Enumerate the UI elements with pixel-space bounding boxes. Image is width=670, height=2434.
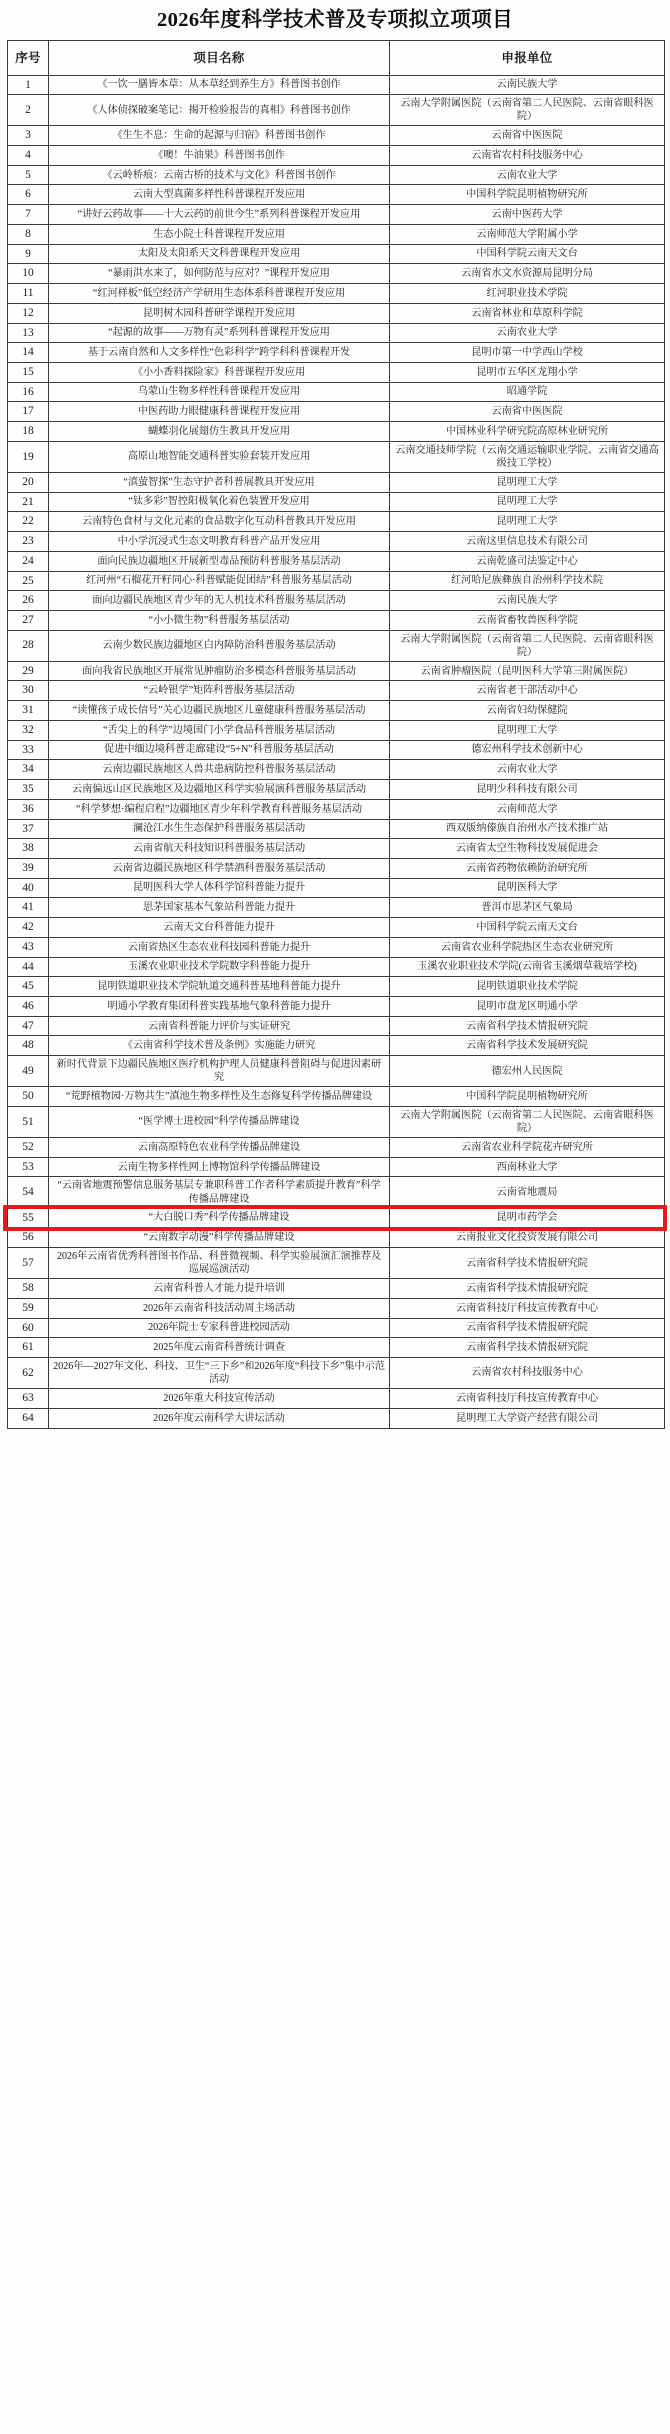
cell-project-name: 《人体侦探破案笔记：揭开检验报告的真相》科普图书创作 xyxy=(49,95,390,126)
cell-seq: 28 xyxy=(8,630,49,661)
cell-project-name: 《生生不息：生命的起源与归宿》科普图书创作 xyxy=(49,126,390,146)
cell-seq: 44 xyxy=(8,957,49,977)
table-row xyxy=(8,898,665,918)
cell-applicant-unit: 云南报业文化投资发展有限公司 xyxy=(390,1228,665,1248)
table-row xyxy=(8,1106,665,1137)
table-row xyxy=(8,858,665,878)
table-row xyxy=(8,1228,665,1248)
cell-applicant-unit: 云南省地震局 xyxy=(390,1177,665,1208)
page-title: 2026年度科学技术普及专项拟立项项目 xyxy=(156,9,514,31)
cell-project-name: “荒野植物园·万物共生”滇池生物多样性及生态修复科学传播品牌建设 xyxy=(49,1087,390,1107)
cell-seq: 30 xyxy=(8,681,49,701)
cell-applicant-unit: 昆明少科科技有限公司 xyxy=(390,780,665,800)
cell-project-name: 云南特色食材与文化元素的食品数字化互动科普教具开发应用 xyxy=(49,512,390,532)
cell-project-name: 云南省科普人才能力提升培训 xyxy=(49,1279,390,1299)
cell-project-name: 2026年—2027年文化、科技、卫生“三下乡”和2026年度“科技下乡”集中示范活动 xyxy=(49,1357,390,1388)
cell-project-name: “讲好云药故事——十大云药的前世今生”系列科普课程开发应用 xyxy=(49,205,390,225)
cell-seq: 38 xyxy=(8,839,49,859)
cell-seq: 13 xyxy=(8,323,49,343)
table-row xyxy=(8,126,665,146)
cell-project-name: “暴雨洪水来了，如何防范与应对？”课程开发应用 xyxy=(49,264,390,284)
cell-project-name: 云南省航天科技知识科普服务基层活动 xyxy=(49,839,390,859)
table-row xyxy=(8,740,665,760)
cell-applicant-unit: 中国科学院云南天文台 xyxy=(390,918,665,938)
cell-seq: 41 xyxy=(8,898,49,918)
cell-applicant-unit: 云南省科学技术情报研究院 xyxy=(390,1338,665,1358)
table-row xyxy=(8,146,665,166)
cell-project-name: “滇萤智探”生态守护者科普展教具开发应用 xyxy=(49,472,390,492)
table-row xyxy=(8,701,665,721)
cell-project-name: 云南省边疆民族地区科学禁酒科普服务基层活动 xyxy=(49,858,390,878)
table-row xyxy=(8,1177,665,1208)
cell-applicant-unit: 云南省科学技术发展研究院 xyxy=(390,1036,665,1056)
cell-applicant-unit: 昆明市药学会 xyxy=(390,1208,665,1228)
cell-seq: 37 xyxy=(8,819,49,839)
cell-seq: 10 xyxy=(8,264,49,284)
cell-seq: 25 xyxy=(8,571,49,591)
table-row xyxy=(8,996,665,1016)
table-row xyxy=(8,1298,665,1318)
cell-seq: 52 xyxy=(8,1138,49,1158)
table-row xyxy=(8,591,665,611)
cell-project-name: 中医药助力眼健康科普课程开发应用 xyxy=(49,402,390,422)
project-list-table xyxy=(7,40,665,1429)
cell-seq: 58 xyxy=(8,1279,49,1299)
cell-seq: 7 xyxy=(8,205,49,225)
cell-project-name: 云南高原特色农业科学传播品牌建设 xyxy=(49,1138,390,1158)
cell-seq: 20 xyxy=(8,472,49,492)
table-row xyxy=(8,1138,665,1158)
cell-project-name: 蝴蝶羽化展翅仿生教具开发应用 xyxy=(49,422,390,442)
table-row xyxy=(8,1338,665,1358)
table-row xyxy=(8,760,665,780)
cell-seq: 60 xyxy=(8,1318,49,1338)
cell-project-name: 明通小学教育集团科普实践基地气象科普能力提升 xyxy=(49,996,390,1016)
cell-project-name: 红河州“石榴花开籽同心·科普赋能促团结”科普服务基层活动 xyxy=(49,571,390,591)
table-row xyxy=(8,878,665,898)
cell-seq: 6 xyxy=(8,185,49,205)
cell-applicant-unit: 云南大学附属医院（云南省第二人民医院、云南省眼科医院） xyxy=(390,1106,665,1137)
table-row xyxy=(8,1389,665,1409)
cell-project-name: “科学梦想·编程启程”边疆地区青少年科学教育科普服务基层活动 xyxy=(49,799,390,819)
cell-applicant-unit: 普洱市思茅区气象局 xyxy=(390,898,665,918)
cell-applicant-unit: 云南省药物依赖防治研究所 xyxy=(390,858,665,878)
cell-project-name: “大白脱口秀”科学传播品牌建设 xyxy=(49,1208,390,1228)
cell-seq: 36 xyxy=(8,799,49,819)
table-row xyxy=(8,720,665,740)
cell-seq: 27 xyxy=(8,610,49,630)
cell-project-name: 高原山地智能交通科普实验套装开发应用 xyxy=(49,441,390,472)
table-row xyxy=(8,799,665,819)
cell-applicant-unit: 云南交通技师学院（云南交通运输职业学院、云南省交通高级技工学校） xyxy=(390,441,665,472)
table-row xyxy=(8,264,665,284)
cell-applicant-unit: 德宏州人民医院 xyxy=(390,1056,665,1087)
cell-project-name: 《云南省科学技术普及条例》实施能力研究 xyxy=(49,1036,390,1056)
cell-applicant-unit: 云南省科学技术情报研究院 xyxy=(390,1016,665,1036)
table-row xyxy=(8,1357,665,1388)
table-row xyxy=(8,571,665,591)
cell-applicant-unit: 昭通学院 xyxy=(390,382,665,402)
cell-seq: 61 xyxy=(8,1338,49,1358)
table-row xyxy=(8,362,665,382)
cell-applicant-unit: 昆明理工大学 xyxy=(390,512,665,532)
table-container xyxy=(0,40,670,1429)
cell-project-name: 面向边疆民族地区青少年的无人机技术科普服务基层活动 xyxy=(49,591,390,611)
cell-seq: 45 xyxy=(8,977,49,997)
cell-seq: 56 xyxy=(8,1228,49,1248)
cell-project-name: 云南省科普能力评价与实证研究 xyxy=(49,1016,390,1036)
cell-seq: 48 xyxy=(8,1036,49,1056)
cell-project-name: “云岭银学”矩阵科普服务基层活动 xyxy=(49,681,390,701)
cell-seq: 34 xyxy=(8,760,49,780)
cell-project-name: 云南大型真菌多样性科普课程开发应用 xyxy=(49,185,390,205)
cell-seq: 5 xyxy=(8,165,49,185)
cell-project-name: 玉溪农业职业技术学院数字科普能力提升 xyxy=(49,957,390,977)
cell-project-name: 昆明医科大学人体科学馆科普能力提升 xyxy=(49,878,390,898)
cell-applicant-unit: 云南省妇幼保健院 xyxy=(390,701,665,721)
cell-applicant-unit: 红河哈尼族彝族自治州科学技术院 xyxy=(390,571,665,591)
cell-applicant-unit: 昆明理工大学资产经营有限公司 xyxy=(390,1408,665,1428)
cell-project-name: 生态小院士科普课程开发应用 xyxy=(49,224,390,244)
cell-seq: 64 xyxy=(8,1408,49,1428)
table-row xyxy=(8,492,665,512)
table-row xyxy=(8,977,665,997)
cell-project-name: 面向民族边疆地区开展新型毒品预防科普服务基层活动 xyxy=(49,551,390,571)
table-row xyxy=(8,661,665,681)
cell-applicant-unit: 昆明铁道职业技术学院 xyxy=(390,977,665,997)
cell-applicant-unit: 云南省肿瘤医院（昆明医科大学第三附属医院） xyxy=(390,661,665,681)
cell-seq: 47 xyxy=(8,1016,49,1036)
cell-seq: 43 xyxy=(8,937,49,957)
cell-applicant-unit: 云南省科技厅科技宣传教育中心 xyxy=(390,1298,665,1318)
cell-applicant-unit: 云南民族大学 xyxy=(390,75,665,95)
cell-project-name: 云南天文台科普能力提升 xyxy=(49,918,390,938)
table-row xyxy=(8,512,665,532)
cell-seq: 32 xyxy=(8,720,49,740)
table-row xyxy=(8,205,665,225)
cell-seq: 23 xyxy=(8,532,49,552)
cell-seq: 3 xyxy=(8,126,49,146)
table-row xyxy=(8,1016,665,1036)
cell-seq: 49 xyxy=(8,1056,49,1087)
table-row xyxy=(8,402,665,422)
table-row xyxy=(8,551,665,571)
cell-project-name: 云南少数民族边疆地区白内障防治科普服务基层活动 xyxy=(49,630,390,661)
cell-applicant-unit: 云南民族大学 xyxy=(390,591,665,611)
cell-applicant-unit: 云南这里信息技术有限公司 xyxy=(390,532,665,552)
cell-seq: 54 xyxy=(8,1177,49,1208)
table-row xyxy=(8,780,665,800)
cell-applicant-unit: 云南农业大学 xyxy=(390,165,665,185)
column-header-name: 项目名称 xyxy=(49,40,390,75)
cell-project-name: 2026年云南省科技活动周主场活动 xyxy=(49,1298,390,1318)
cell-applicant-unit: 云南省科学技术情报研究院 xyxy=(390,1248,665,1279)
cell-seq: 17 xyxy=(8,402,49,422)
cell-project-name: 2026年度云南科学大讲坛活动 xyxy=(49,1408,390,1428)
column-header-seq: 序号 xyxy=(8,40,49,75)
cell-project-name: 《云岭桥痕：云南古桥的技术与文化》科普图书创作 xyxy=(49,165,390,185)
table-header-row xyxy=(8,40,665,75)
cell-seq: 9 xyxy=(8,244,49,264)
table-row xyxy=(8,472,665,492)
cell-applicant-unit: 云南省农村科技服务中心 xyxy=(390,146,665,166)
table-row xyxy=(8,95,665,126)
cell-project-name: 云南生物多样性网上博物馆科学传播品牌建设 xyxy=(49,1157,390,1177)
cell-applicant-unit: 西双版纳傣族自治州水产技术推广站 xyxy=(390,819,665,839)
cell-project-name: 面向我省民族地区开展常见肿瘤防治多模态科普服务基层活动 xyxy=(49,661,390,681)
table-row xyxy=(8,441,665,472)
table-row xyxy=(8,165,665,185)
cell-seq: 53 xyxy=(8,1157,49,1177)
cell-seq: 46 xyxy=(8,996,49,1016)
cell-seq: 19 xyxy=(8,441,49,472)
cell-project-name: 《小小香料探险家》科普课程开发应用 xyxy=(49,362,390,382)
cell-applicant-unit: 云南大学附属医院（云南省第二人民医院、云南省眼科医院） xyxy=(390,95,665,126)
cell-applicant-unit: 云南省科学技术情报研究院 xyxy=(390,1318,665,1338)
cell-applicant-unit: 昆明市五华区龙翔小学 xyxy=(390,362,665,382)
cell-applicant-unit: 昆明理工大学 xyxy=(390,492,665,512)
table-row xyxy=(8,1408,665,1428)
table-row xyxy=(8,1157,665,1177)
cell-applicant-unit: 云南农业大学 xyxy=(390,760,665,780)
cell-seq: 12 xyxy=(8,303,49,323)
cell-project-name: 促进中缅边境科普走廊建设“5+N”科普服务基层活动 xyxy=(49,740,390,760)
cell-project-name: 思茅国家基本气象站科普能力提升 xyxy=(49,898,390,918)
table-row xyxy=(8,382,665,402)
table-row xyxy=(8,224,665,244)
cell-seq: 57 xyxy=(8,1248,49,1279)
table-row xyxy=(8,1087,665,1107)
cell-project-name: 澜沧江水生生态保护科普服务基层活动 xyxy=(49,819,390,839)
cell-seq: 1 xyxy=(8,75,49,95)
table-row xyxy=(8,1248,665,1279)
cell-applicant-unit: 中国科学院昆明植物研究所 xyxy=(390,185,665,205)
cell-project-name: “钛多彩”智控阳极氧化着色装置开发应用 xyxy=(49,492,390,512)
cell-project-name: 中小学沉浸式生态文明教育科普产品开发应用 xyxy=(49,532,390,552)
cell-seq: 29 xyxy=(8,661,49,681)
cell-applicant-unit: 西南林业大学 xyxy=(390,1157,665,1177)
cell-applicant-unit: 云南省中医医院 xyxy=(390,402,665,422)
cell-seq: 11 xyxy=(8,284,49,304)
table-row xyxy=(8,284,665,304)
table-row xyxy=(8,681,665,701)
cell-seq: 15 xyxy=(8,362,49,382)
cell-applicant-unit: 云南大学附属医院（云南省第二人民医院、云南省眼科医院） xyxy=(390,630,665,661)
cell-seq: 24 xyxy=(8,551,49,571)
cell-project-name: “云南数字动漫”科学传播品牌建设 xyxy=(49,1228,390,1248)
cell-project-name: 2025年度云南省科普统计调查 xyxy=(49,1338,390,1358)
cell-applicant-unit: 云南省农业科学院花卉研究所 xyxy=(390,1138,665,1158)
cell-project-name: 新时代背景下边疆民族地区医疗机构护理人员健康科普阻碍与促进因素研究 xyxy=(49,1056,390,1087)
table-row xyxy=(8,1318,665,1338)
cell-seq: 39 xyxy=(8,858,49,878)
cell-seq: 2 xyxy=(8,95,49,126)
cell-applicant-unit: 中国科学院云南天文台 xyxy=(390,244,665,264)
cell-applicant-unit: 云南乾盛司法鉴定中心 xyxy=(390,551,665,571)
cell-applicant-unit: 云南省中医医院 xyxy=(390,126,665,146)
cell-applicant-unit: 云南省林业和草原科学院 xyxy=(390,303,665,323)
cell-project-name: 昆明铁道职业技术学院轨道交通科普基地科普能力提升 xyxy=(49,977,390,997)
cell-seq: 55 xyxy=(8,1208,49,1228)
table-row xyxy=(8,630,665,661)
cell-project-name: “起源的故事——万物有灵”系列科普课程开发应用 xyxy=(49,323,390,343)
cell-project-name: “红河样板”低空经济产学研用生态体系科普课程开发应用 xyxy=(49,284,390,304)
cell-applicant-unit: 中国林业科学研究院高原林业研究所 xyxy=(390,422,665,442)
table-row xyxy=(8,422,665,442)
cell-applicant-unit: 云南省科学技术情报研究院 xyxy=(390,1279,665,1299)
cell-applicant-unit: 云南师范大学附属小学 xyxy=(390,224,665,244)
cell-seq: 63 xyxy=(8,1389,49,1409)
cell-applicant-unit: 云南省农村科技服务中心 xyxy=(390,1357,665,1388)
table-row xyxy=(8,610,665,630)
table-row xyxy=(8,343,665,363)
cell-project-name: “舌尖上的科学”边境国门小学食品科普服务基层活动 xyxy=(49,720,390,740)
cell-project-name: 2026年重大科技宣传活动 xyxy=(49,1389,390,1409)
table-row xyxy=(8,918,665,938)
cell-project-name: 2026年院士专家科普进校园活动 xyxy=(49,1318,390,1338)
table-row xyxy=(8,185,665,205)
cell-applicant-unit: 昆明市盘龙区明通小学 xyxy=(390,996,665,1016)
column-header-unit: 申报单位 xyxy=(390,40,665,75)
cell-project-name: 云南边疆民族地区人兽共患病防控科普服务基层活动 xyxy=(49,760,390,780)
cell-applicant-unit: 云南中医药大学 xyxy=(390,205,665,225)
cell-project-name: 基于云南自然和人文多样性“色彩科学”跨学科科普课程开发 xyxy=(49,343,390,363)
cell-project-name: 云南省热区生态农业科技园科普能力提升 xyxy=(49,937,390,957)
table-row xyxy=(8,303,665,323)
cell-seq: 16 xyxy=(8,382,49,402)
table-row xyxy=(8,244,665,264)
cell-project-name: 云南偏远山区民族地区及边疆地区科学实验展演科普服务基层活动 xyxy=(49,780,390,800)
cell-seq: 50 xyxy=(8,1087,49,1107)
table-row xyxy=(8,532,665,552)
cell-applicant-unit: 云南省太空生物科技发展促进会 xyxy=(390,839,665,859)
cell-applicant-unit: 云南省科技厅科技宣传教育中心 xyxy=(390,1389,665,1409)
table-row xyxy=(8,839,665,859)
cell-seq: 42 xyxy=(8,918,49,938)
cell-seq: 59 xyxy=(8,1298,49,1318)
cell-applicant-unit: 红河职业技术学院 xyxy=(390,284,665,304)
cell-applicant-unit: 云南省农业科学院热区生态农业研究所 xyxy=(390,937,665,957)
cell-applicant-unit: 昆明医科大学 xyxy=(390,878,665,898)
cell-applicant-unit: 昆明理工大学 xyxy=(390,472,665,492)
cell-applicant-unit: 德宏州科学技术创新中心 xyxy=(390,740,665,760)
cell-project-name: 乌蒙山生物多样性科普课程开发应用 xyxy=(49,382,390,402)
cell-seq: 51 xyxy=(8,1106,49,1137)
cell-applicant-unit: 昆明理工大学 xyxy=(390,720,665,740)
cell-applicant-unit: 云南省水文水资源局昆明分局 xyxy=(390,264,665,284)
cell-seq: 31 xyxy=(8,701,49,721)
cell-seq: 40 xyxy=(8,878,49,898)
table-row xyxy=(8,819,665,839)
table-row xyxy=(8,75,665,95)
table-row xyxy=(8,957,665,977)
table-body xyxy=(8,75,665,1428)
cell-seq: 8 xyxy=(8,224,49,244)
table-row xyxy=(8,1056,665,1087)
cell-project-name: 昆明树木园科普研学课程开发应用 xyxy=(49,303,390,323)
cell-seq: 33 xyxy=(8,740,49,760)
cell-applicant-unit: 云南农业大学 xyxy=(390,323,665,343)
cell-project-name: “小小微生物”科普服务基层活动 xyxy=(49,610,390,630)
cell-project-name: “云南省地震预警信息服务基层专兼职科普工作者科学素质提升教育”科学传播品牌建设 xyxy=(49,1177,390,1208)
table-row xyxy=(8,1208,665,1228)
cell-seq: 21 xyxy=(8,492,49,512)
cell-seq: 4 xyxy=(8,146,49,166)
cell-project-name: 《一饮一膳皆本草：从本草经到养生方》科普图书创作 xyxy=(49,75,390,95)
cell-applicant-unit: 云南省老干部活动中心 xyxy=(390,681,665,701)
cell-project-name: “医学博士进校园”科学传播品牌建设 xyxy=(49,1106,390,1137)
cell-project-name: 《噢！牛油果》科普图书创作 xyxy=(49,146,390,166)
table-row xyxy=(8,323,665,343)
cell-seq: 18 xyxy=(8,422,49,442)
cell-applicant-unit: 云南师范大学 xyxy=(390,799,665,819)
table-row xyxy=(8,1279,665,1299)
table-row xyxy=(8,1036,665,1056)
cell-applicant-unit: 云南省畜牧兽医科学院 xyxy=(390,610,665,630)
cell-applicant-unit: 昆明市第一中学西山学校 xyxy=(390,343,665,363)
cell-seq: 22 xyxy=(8,512,49,532)
cell-project-name: 太阳及太阳系天文科普课程开发应用 xyxy=(49,244,390,264)
table-row xyxy=(8,937,665,957)
cell-seq: 62 xyxy=(8,1357,49,1388)
cell-applicant-unit: 中国科学院昆明植物研究所 xyxy=(390,1087,665,1107)
cell-seq: 35 xyxy=(8,780,49,800)
cell-applicant-unit: 玉溪农业职业技术学院(云南省玉溪烟草栽培学校) xyxy=(390,957,665,977)
cell-project-name: “读懂孩子成长信号”关心边疆民族地区儿童健康科普服务基层活动 xyxy=(49,701,390,721)
cell-project-name: 2026年云南省优秀科普图书作品、科普微视频、科学实验展演汇演推荐及巡展巡演活动 xyxy=(49,1248,390,1279)
table-header xyxy=(8,40,665,75)
cell-seq: 26 xyxy=(8,591,49,611)
cell-seq: 14 xyxy=(8,343,49,363)
